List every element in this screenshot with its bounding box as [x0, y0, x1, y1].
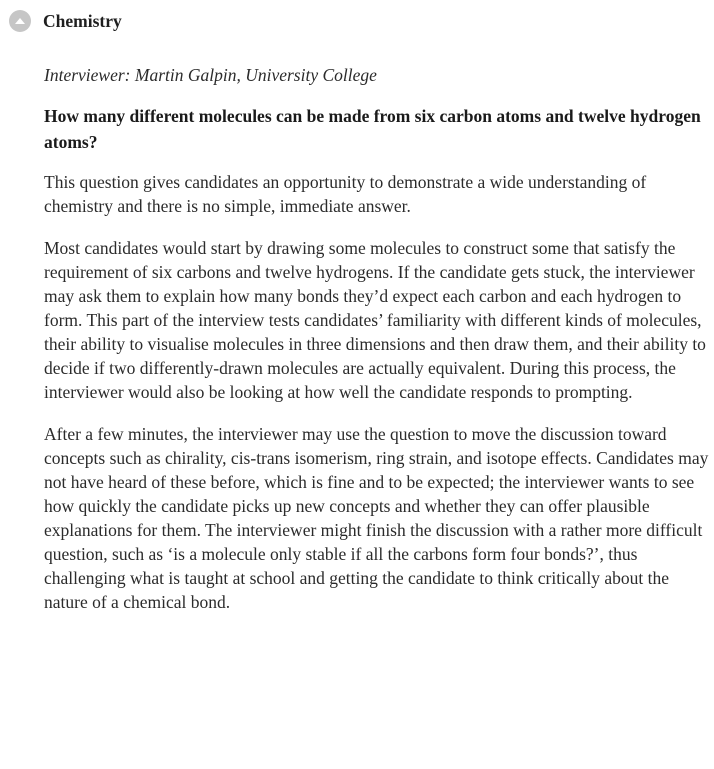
section-title: Chemistry — [43, 10, 122, 31]
paragraph-followup: After a few minutes, the interviewer may use the question to move the discussion toward concepts such as chirality, cis-trans isomerism, ring strain, and isotope effects. Candidates may not have heard of these before, which is fine and to be expected; the interviewer wants to see how quickly the candidate picks up new concepts and whether they can offer plausible explanations for them. The interviewer might finish the discussion with a rather more difficult question, such as ‘is a molecule only stable if all the carbons form four bonds?’, thus challenging what is taught at school and getting the candidate to think critically about the nature of a chemical bond. — [44, 424, 709, 612]
accordion-content — [44, 62, 712, 632]
interview-question: How many different molecules can be made from six carbon atoms and twelve hydrogen atoms? — [44, 106, 701, 152]
paragraph-intro: This question gives candidates an opportunity to demonstrate a wide understanding of chemistry and there is no simple, immediate answer. — [44, 172, 647, 216]
accordion-header-chemistry[interactable] — [0, 8, 122, 34]
chevron-up-icon[interactable] — [9, 10, 31, 32]
paragraph-process: Most candidates would start by drawing some molecules to construct some that satisfy the requirement of six carbons and twelve hydrogens. If the candidate gets stuck, the interviewer may ask them to explain how many bonds they’d expect each carbon and each hydrogen to form. This part of the interview tests candidates’ familiarity with different kinds of molecules, their ability to visualise molecules in three dimensions and then draw them, and their ability to decide if two differently-drawn molecules are actually equivalent. During this process, the interviewer would also be looking at how well the candidate responds to prompting. — [44, 238, 706, 402]
interviewer-credit: Interviewer: Martin Galpin, University College — [44, 65, 377, 85]
